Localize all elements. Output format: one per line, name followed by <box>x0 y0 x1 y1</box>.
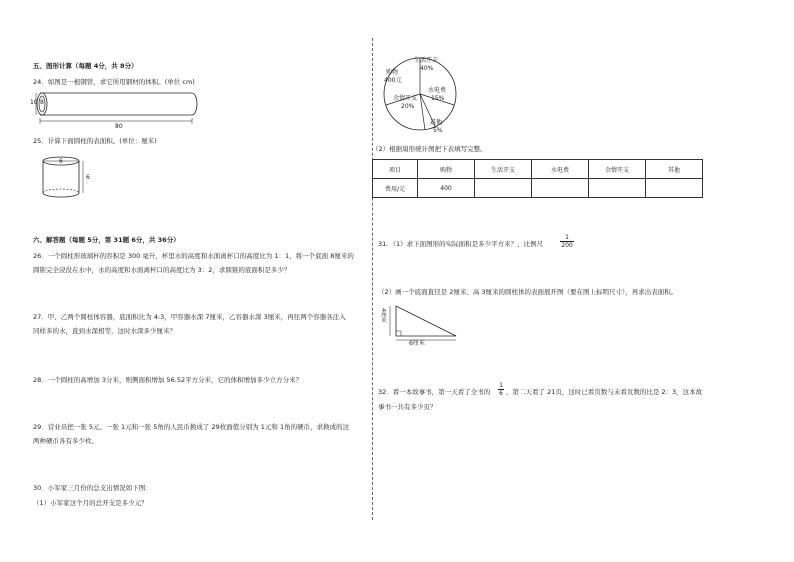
scale-fraction <box>560 234 574 249</box>
q32-denominator: 6 <box>499 390 503 397</box>
table-header: 其他 <box>646 160 703 179</box>
pie-label-living: 生活开支 <box>414 57 439 64</box>
cylinder-height: 6 <box>86 174 90 181</box>
pie-label-shopping-value: 400元 <box>384 77 402 84</box>
pipe-inner-diameter: 8 <box>40 99 44 106</box>
question-30-part1: （1）小军家这个月的总开支是多少元？ <box>33 499 148 507</box>
question-26-line2: 圆锥完全浸没在水中，水的高度和水面离杯口的高度比为 3：2，求圆锥的底面积是多少？ <box>33 266 291 274</box>
section6-title: 六、解答题（每题 5分，第 31题 6分，共 36分） <box>33 236 180 244</box>
pie-label-utilities-pct: 15% <box>431 95 445 102</box>
table-header: 项目 <box>373 160 418 179</box>
section5-title: 五、图形计算（每题 4分，共 8分） <box>33 62 138 70</box>
table-row-label: 费用/元 <box>373 179 418 198</box>
table-header: 生活开支 <box>475 160 532 179</box>
expense-table <box>372 159 703 198</box>
question-29-line1: 29．营业员把一张 5元、一张 1元和一张 5角的人民币换成了 29枚面值分别为 1元和 1角的硬币，求换成的这 <box>33 423 350 431</box>
pipe-length: 80 <box>115 123 123 130</box>
question-26-line1: 26．一个圆柱形玻璃杯的容积是 300 毫升，杯里水的高度和水面离杯口的高度比为 1：1，将一个底面 8厘米的 <box>33 252 354 260</box>
pipe-outer-diameter: 10 <box>30 99 38 106</box>
question-29-line2: 两种硬币各有多少枚。 <box>33 437 98 445</box>
question-27-line2: 同样多的水，直到水深相等，这时水深多少厘米？ <box>33 327 176 335</box>
triangle-base-label: 6厘米 <box>409 340 425 347</box>
question-31-part2: （2）画一个底面直径是 2厘米、高 3厘米的圆柱体的表面展开图（要在图上标明尺寸），再求出表面积。 <box>378 288 678 296</box>
question-30: 30．小军家三月份的总支出情况如下图： <box>33 484 152 492</box>
pie-label-utilities: 水电费 <box>428 87 447 94</box>
scale-denominator: 200 <box>561 242 573 249</box>
pie-label-shopping: 购物 <box>386 69 399 76</box>
table-cell-blank[interactable] <box>532 179 589 198</box>
q32-numerator: 1 <box>499 382 503 389</box>
question-31-part1: 31．（1）求下面图形的实际面积是多少平方米？，比例尺 <box>378 240 544 248</box>
triangle-figure <box>386 304 466 344</box>
table-row <box>373 179 703 198</box>
question-32-start: 32．看一本故事书，第一天看了全书的 <box>378 388 491 396</box>
question-27-line1: 27．甲、乙两个圆柱体容器，底面积比为 4:3，甲容器水深 7厘米，乙容器水深 3厘米，再往两个容器各注入 <box>33 313 346 321</box>
table-header: 购物 <box>418 160 475 179</box>
triangle-height-label: 4厘米 <box>380 308 386 323</box>
question-30-part2: （2）根据扇形统计图把下表填写完整。 <box>372 145 487 153</box>
table-header-row <box>373 160 703 179</box>
pie-label-other-pct: 5% <box>433 127 443 134</box>
table-header: 水电费 <box>532 160 589 179</box>
scale-numerator: 1 <box>560 234 574 242</box>
table-cell: 400 <box>418 179 475 198</box>
column-divider <box>372 38 373 520</box>
question-25: 25．计算下面圆柱的表面积。(单位：厘米) <box>33 137 157 145</box>
table-cell-blank[interactable] <box>475 179 532 198</box>
pie-label-extra: 余情开支 <box>393 95 418 102</box>
pie-label-extra-pct: 20% <box>401 103 415 110</box>
question-32-middle: ，第二天看了 21页，这时已看页数与未看页数的比是 2：3，这本故 <box>506 388 703 396</box>
table-cell-blank[interactable] <box>646 179 703 198</box>
question-24: 24．如图是一根钢管，求它所用钢材的体积。(单位 cm) <box>33 78 195 86</box>
cylinder-diameter: 6 <box>59 158 63 165</box>
q32-fraction <box>498 382 504 397</box>
pie-chart <box>378 36 468 134</box>
table-header: 余情开支 <box>589 160 646 179</box>
pie-label-living-pct: 40% <box>420 65 434 72</box>
question-28: 28．一个圆柱的高增加 3分米，则侧面积增加 56.52平方分米，它的体积增加多少立方分米？ <box>33 376 303 384</box>
table-cell-blank[interactable] <box>589 179 646 198</box>
pie-label-other: 其他 <box>430 119 443 126</box>
question-32-end: 事书一共有多少页？ <box>378 403 437 411</box>
